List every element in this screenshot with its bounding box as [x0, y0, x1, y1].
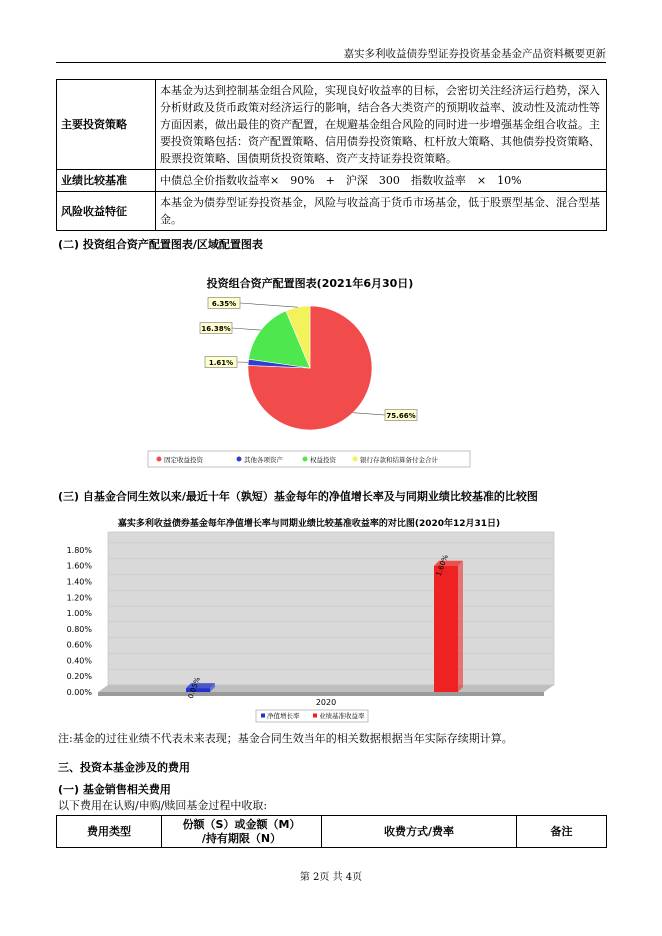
- table-row: [57, 192, 607, 231]
- bar-legend-swatch: [261, 714, 265, 718]
- x-category-label: 2020: [315, 698, 337, 707]
- bar-chart-title: 嘉实多利收益债券基金每年净值增长率与同期业绩比较基准收益率的对比图(2020年12月31日): [117, 519, 501, 529]
- chart-floor: [98, 685, 554, 692]
- risk-label: 风险收益特征: [57, 192, 156, 231]
- pie-data-label: 1.61%: [208, 359, 234, 367]
- bar-side: [458, 561, 463, 692]
- y-tick-label: 0.60%: [66, 640, 92, 650]
- bar-legend-label: 净值增长率: [267, 712, 300, 720]
- performance-note: 注:基金的过往业绩不代表未来表现；基金合同生效当年的相关数据根据当年实际存续期计算。: [58, 732, 513, 745]
- fund-info-table: [56, 79, 607, 231]
- risk-value: 本基金为债券型证券投资基金，风险与收益高于货币市场基金，低于股票型基金、混合型基金。: [156, 192, 607, 231]
- chart-floor-edge: [98, 692, 544, 696]
- fee-type-header: 费用类型: [57, 816, 162, 848]
- pie-data-label: 75.66%: [386, 412, 416, 420]
- table-row: [57, 80, 607, 170]
- fees-intro: 以下费用在认购/申购/赎回基金过程中收取:: [58, 799, 268, 812]
- fees-section-heading: 三、投资本基金涉及的费用: [58, 761, 190, 774]
- header-title: 嘉实多利收益债券型证券投资基金基金产品资料概要更新: [343, 48, 606, 60]
- bar-data-label: 0.05%: [186, 676, 202, 700]
- pie-legend-label: 其他各项资产: [244, 456, 283, 464]
- amount-header-line1: 份额（S）或金额（M）: [182, 817, 301, 831]
- bar-data-label: 1.60%: [434, 553, 450, 578]
- pie-chart-title: 投资组合资产配置图表(2021年6月30日): [206, 277, 414, 290]
- table-row: [57, 170, 607, 192]
- header-divider: [56, 62, 606, 63]
- y-tick-label: 0.40%: [66, 656, 92, 666]
- bar-legend-swatch: [313, 714, 317, 718]
- y-tick-label: 0.00%: [66, 688, 92, 697]
- benchmark-value: 中债总全价指数收益率× 90% + 沪深 300 指数收益率 × 10%: [156, 170, 607, 192]
- pie-leader-line: [353, 413, 385, 415]
- y-tick-label: 0.80%: [66, 624, 92, 634]
- y-tick-label: 1.20%: [66, 593, 92, 603]
- bar-front: [434, 566, 458, 692]
- y-tick-label: 1.40%: [66, 577, 92, 587]
- chart-back-wall: [108, 532, 554, 685]
- pie-legend-swatch: [353, 457, 358, 462]
- remark-header: 备注: [517, 816, 607, 848]
- strategy-label: 主要投资策略: [57, 80, 156, 170]
- y-tick-label: 1.80%: [66, 545, 92, 555]
- pie-legend-label: 固定收益投资: [164, 456, 203, 464]
- pie-legend-swatch: [157, 457, 162, 462]
- pie-leader-line: [232, 328, 261, 330]
- amount-header: [162, 816, 322, 848]
- page-footer: 第 2页 共 4页: [299, 872, 363, 883]
- sales-fees-heading: (一) 基金销售相关费用: [58, 783, 171, 796]
- benchmark-label: 业绩比较基准: [57, 170, 156, 192]
- bar-legend-label: 业绩基准收益率: [319, 712, 365, 720]
- table-row: [57, 816, 607, 848]
- pie-legend-swatch: [237, 457, 242, 462]
- section-2-heading: (二) 投资组合资产配置图表/区域配置图表: [58, 238, 263, 251]
- pie-legend-swatch: [303, 457, 308, 462]
- pie-slices: [248, 306, 372, 430]
- y-tick-label: 1.60%: [66, 561, 92, 571]
- y-tick-label: 0.20%: [66, 672, 92, 682]
- fee-method-header: 收费方式/费率: [322, 816, 517, 848]
- pie-data-label: 6.35%: [211, 300, 237, 308]
- fee-table: [56, 815, 607, 848]
- annual-return-bar-chart: [56, 514, 562, 724]
- bar-y-ticks: [67, 546, 93, 697]
- pie-data-label: 16.38%: [201, 325, 231, 333]
- section-3-heading: (三) 自基金合同生效以来/最近十年（孰短）基金每年的净值增长率及与同期业绩比较基准的比较图: [58, 490, 538, 503]
- pie-legend-label: 银行存款和结算备付金合计: [360, 456, 438, 464]
- y-tick-label: 1.00%: [66, 609, 92, 619]
- pie-legend-label: 权益投资: [310, 456, 336, 464]
- amount-header-line2: /持有期限（N）: [201, 831, 282, 845]
- asset-allocation-pie-chart: [140, 270, 480, 470]
- strategy-value: 本基金为达到控制基金组合风险，实现良好收益率的目标，会密切关注经济运行趋势，深入分析财政及货币政策对经济运行的影响，结合各大类资产的预期收益率、波动性及流动性等方面因素，做出最佳的资产配置，在规避基金组合风险的同时进一步增强基金组合收益。主要投资策略包括：资产配置策略、信用债券投资策略、杠杆放大策略、其他债券投资策略、股票投资策略、国债期货投资策略、资产支持证券投资策略。: [156, 80, 607, 170]
- pie-leader-line: [240, 303, 298, 307]
